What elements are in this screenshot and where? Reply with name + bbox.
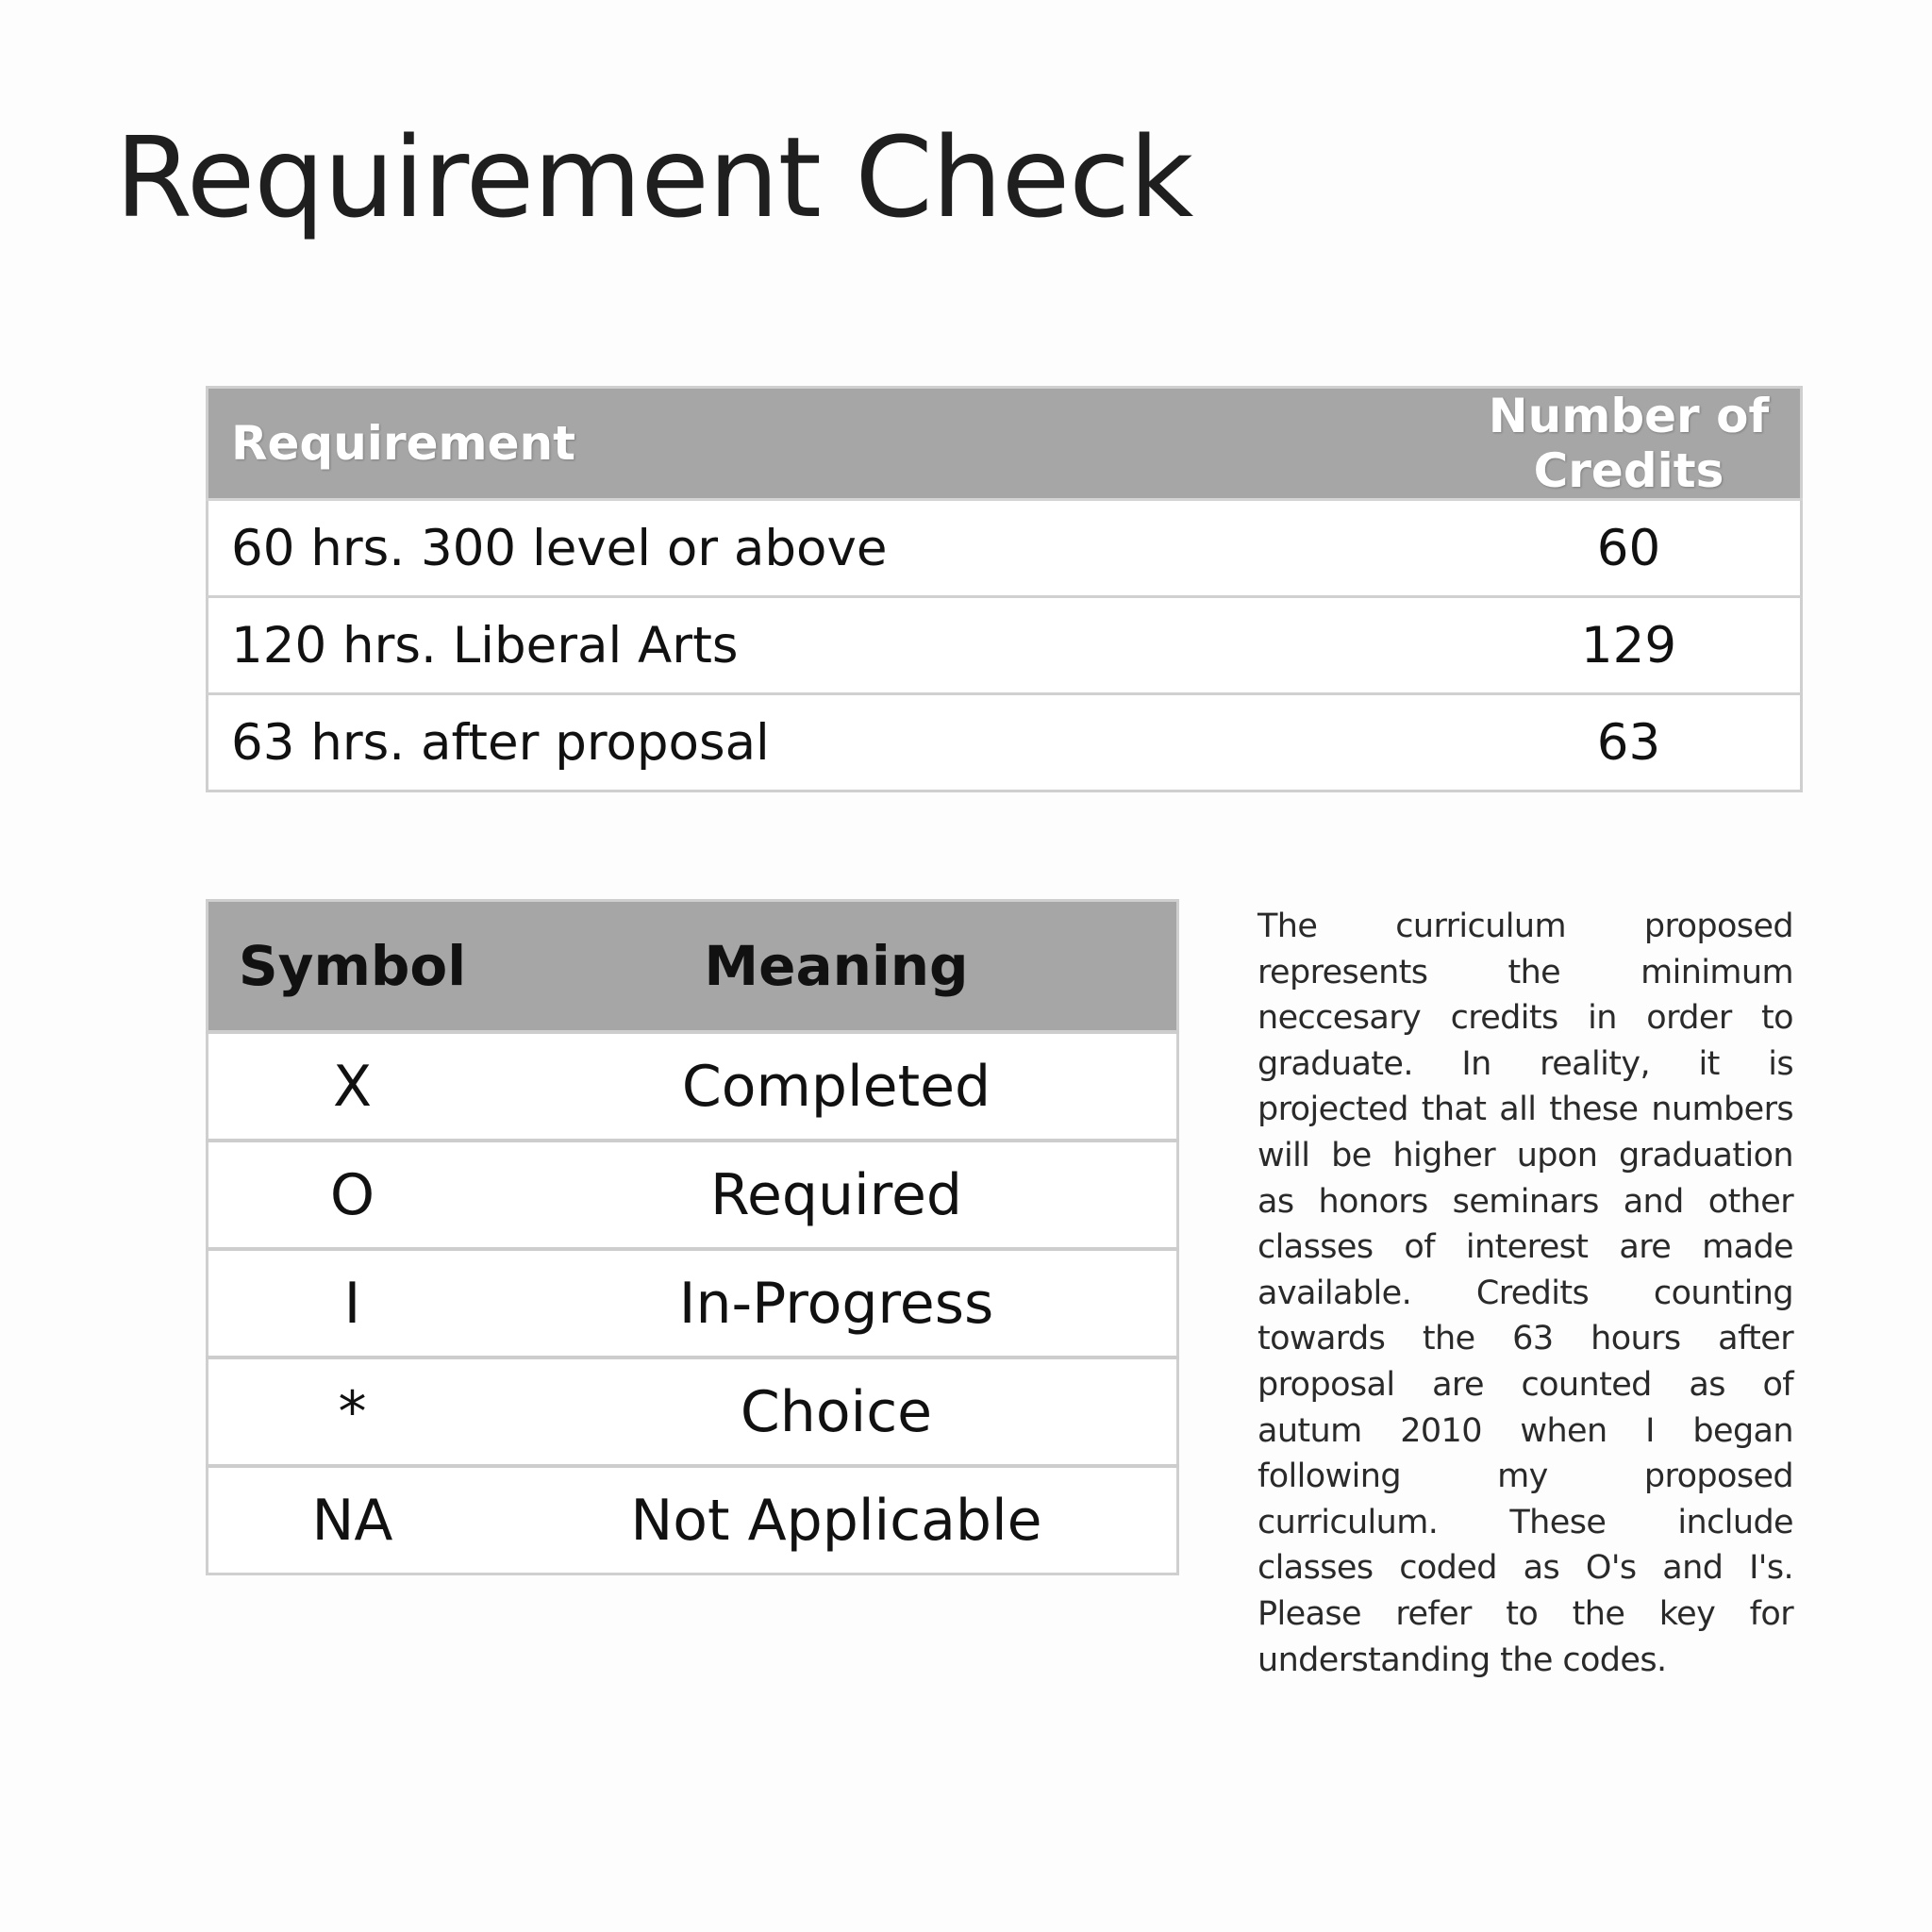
page-title: Requirement Check <box>115 112 1193 242</box>
meaning-cell: In-Progress <box>496 1249 1178 1357</box>
table-row <box>208 597 1802 694</box>
symbol-cell: O <box>208 1141 497 1249</box>
table-row <box>208 1032 1178 1141</box>
symbol-cell: NA <box>208 1466 497 1574</box>
requirement-cell: 60 hrs. 300 level or above <box>208 500 1289 597</box>
table-row <box>208 1141 1178 1249</box>
key-table <box>206 899 1179 1575</box>
table-row <box>208 500 1802 597</box>
table-row <box>208 694 1802 791</box>
symbol-cell: X <box>208 1032 497 1141</box>
symbol-cell: * <box>208 1357 497 1466</box>
credits-table-header-row <box>208 388 1802 500</box>
description-paragraph: The curriculum proposed represents the minimum neccesary credits in order to graduate. In reality, it is projected that all these numbers will be higher upon graduation as honors seminars and other classes of interest are made available. Credits counting towards the 63 hours after proposal are counted as of autum 2010 when I began following my proposed curriculum. These include classes coded as O's and I's. Please refer to the key for understanding the codes. <box>1257 908 1793 1679</box>
requirement-cell: 120 hrs. Liberal Arts <box>208 597 1289 694</box>
credits-cell: 60 <box>1288 500 1802 597</box>
table-row <box>208 1249 1178 1357</box>
credits-cell: 129 <box>1288 597 1802 694</box>
meaning-cell: Required <box>496 1141 1178 1249</box>
meaning-cell: Completed <box>496 1032 1178 1141</box>
credits-column-header: Number of Credits <box>1288 388 1802 500</box>
meaning-cell: Choice <box>496 1357 1178 1466</box>
symbol-column-header: Symbol <box>208 901 497 1033</box>
meaning-cell: Not Applicable <box>496 1466 1178 1574</box>
symbol-cell: I <box>208 1249 497 1357</box>
meaning-column-header: Meaning <box>496 901 1178 1033</box>
requirement-column-header: Requirement <box>208 388 1289 500</box>
key-table-header-row <box>208 901 1178 1033</box>
table-row <box>208 1357 1178 1466</box>
credits-cell: 63 <box>1288 694 1802 791</box>
table-row <box>208 1466 1178 1574</box>
requirement-cell: 63 hrs. after proposal <box>208 694 1289 791</box>
credits-table <box>206 386 1803 792</box>
